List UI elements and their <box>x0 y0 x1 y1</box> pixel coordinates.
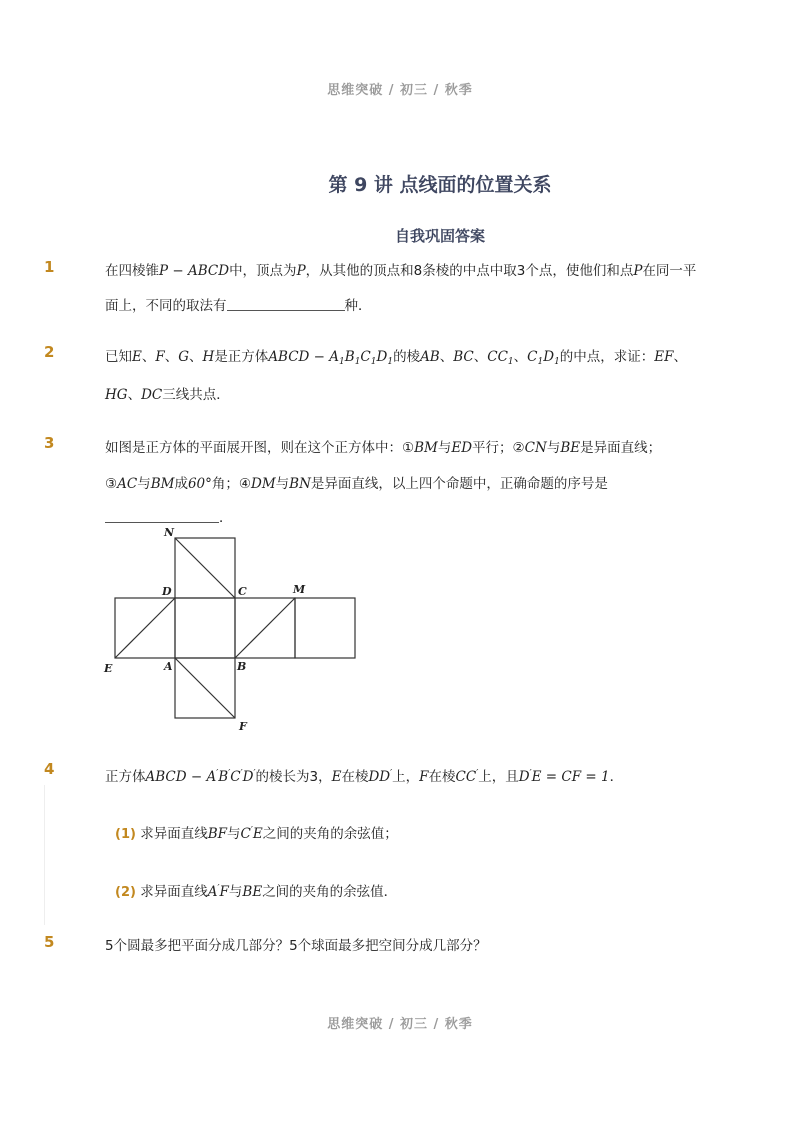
cube-net-figure <box>100 525 370 740</box>
vertex-label-B: B <box>237 660 247 673</box>
question-number-3: 3 <box>44 434 55 452</box>
question-number-1: 1 <box>44 258 55 276</box>
question-1-line-1: 在四棱锥P − ABCD中，顶点为P，从其他的顶点和8条棱的中点中取3个点，使他们和点P在同一平 <box>105 263 697 279</box>
question-2-line-1: 已知E、F、G、H是正方体ABCD − $A_1B_1C_1D_1$的棱AB、BC、$CC_1$、$C_1D_1$的中点，求证：EF、 <box>105 349 688 367</box>
question-number-2: 2 <box>44 343 55 361</box>
diagonal-AF <box>175 658 235 718</box>
vertex-label-D: D <box>162 585 172 598</box>
vertex-label-A: A <box>164 660 173 673</box>
question-1-line-2: 面上，不同的取法有 种． <box>105 298 372 314</box>
question-3-line-3: ． <box>105 506 233 526</box>
question-3-line-1: 如图是正方体的平面展开图，则在这个正方体中：①BM与ED平行；②CN与BE是异面直线； <box>105 440 662 456</box>
question-2-line-2: HG、DC三线共点． <box>105 387 230 403</box>
answer-blank <box>105 510 219 523</box>
vertex-label-F: F <box>239 720 247 733</box>
question-4-line-1: 正方体ABCD − A′B′C′D′的棱长为3，E在棱DD′上，F在棱CC′上，且D′E = CF = 1． <box>105 769 624 785</box>
vertex-label-N: N <box>164 526 175 539</box>
answer-blank <box>227 298 345 311</box>
net-square-center <box>175 598 235 658</box>
diagonal-BM <box>235 598 295 658</box>
net-square-far-right <box>295 598 355 658</box>
page-header: 思维突破 / 初三 / 秋季 <box>327 83 473 98</box>
diagonal-NC <box>175 538 235 598</box>
page-footer: 思维突破 / 初三 / 秋季 <box>327 1017 473 1032</box>
vertex-label-C: C <box>238 585 247 598</box>
vertex-label-E: E <box>104 662 113 675</box>
question-number-4: 4 <box>44 760 55 778</box>
section-subtitle: 自我巩固答案 <box>394 227 485 245</box>
question-5-text: 5个圆最多把平面分成几部分？5个球面最多把空间分成几部分？ <box>105 938 487 954</box>
question-4-subquestion-2: (2) 求异面直线A′F与BE之间的夹角的余弦值． <box>115 884 398 900</box>
question-4-side-rule <box>44 785 45 925</box>
question-4-subquestion-1: (1) 求异面直线BF与C′E之间的夹角的余弦值； <box>115 826 398 842</box>
lecture-title: 第 9 讲 点线面的位置关系 <box>328 174 552 196</box>
question-3-line-2: ③AC与BM成60°角；④DM与BN是异面直线，以上四个命题中，正确命题的序号是 <box>105 476 608 492</box>
diagonal-ED <box>115 598 175 658</box>
question-number-5: 5 <box>44 933 55 951</box>
vertex-label-M: M <box>293 583 306 596</box>
